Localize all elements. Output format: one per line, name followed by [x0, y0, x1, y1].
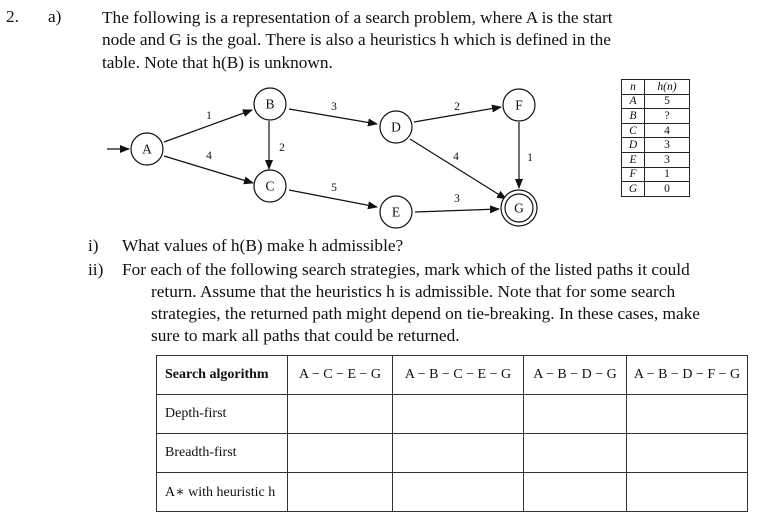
heuristic-node: F	[622, 167, 645, 182]
heuristic-node: B	[622, 109, 645, 124]
edge-cost-d-g: 4	[453, 151, 459, 163]
heuristic-node: D	[622, 138, 645, 153]
answer-cell[interactable]	[288, 395, 393, 434]
node-f-label: F	[515, 97, 523, 113]
algorithm-name: Breadth-first	[157, 434, 288, 473]
intro-line: table. Note that h(B) is unknown.	[102, 52, 333, 72]
strategy-header-algorithm: Search algorithm	[157, 356, 288, 395]
heuristic-node: A	[622, 94, 645, 109]
intro-line: The following is a representation of a search problem, where A is the start	[102, 8, 613, 27]
strategy-header-path: A − B − D − G	[524, 356, 627, 395]
algorithm-name: Depth-first	[157, 395, 288, 434]
answer-cell[interactable]	[288, 434, 393, 473]
subquestion-i-text: What values of h(B) make h admissible?	[122, 236, 404, 255]
intro-line: node and G is the goal. There is also a heuristics h which is defined in the	[102, 30, 611, 50]
part-label: a)	[48, 7, 62, 26]
heuristic-col-n: n	[622, 80, 645, 95]
edge-e-g	[415, 209, 499, 212]
heuristic-col-hn: h(n)	[645, 80, 690, 95]
heuristic-value: 3	[645, 138, 690, 153]
subquestion-ii-label: ii)	[88, 260, 104, 279]
answer-cell[interactable]	[524, 434, 627, 473]
node-a-label: A	[142, 141, 152, 157]
edge-cost-d-f: 2	[454, 101, 460, 113]
heuristic-node: E	[622, 152, 645, 167]
edge-cost-f-g: 1	[527, 152, 533, 164]
table-row	[622, 152, 690, 167]
heuristic-value: ?	[645, 109, 690, 124]
strategy-header-path: A − B − D − F − G	[627, 356, 748, 395]
table-row	[157, 434, 748, 473]
edge-cost-b-d: 3	[331, 101, 337, 113]
edge-cost-c-e: 5	[331, 182, 337, 194]
node-c-label: C	[265, 178, 275, 194]
table-row	[622, 123, 690, 138]
question-number: 2.	[6, 7, 19, 26]
subquestion-ii-line: return. Assume that the heuristics h is admissible. Note that for some search	[151, 282, 676, 301]
edge-cost-b-c: 2	[279, 142, 285, 154]
edge-d-g	[410, 139, 506, 199]
heuristic-node: C	[622, 123, 645, 138]
strategy-header-path: A − B − C − E − G	[393, 356, 524, 395]
strategy-table	[156, 355, 748, 512]
table-row	[622, 138, 690, 153]
subquestion-ii-line: sure to mark all paths that could be returned.	[151, 326, 460, 345]
strategy-header-row	[157, 356, 748, 395]
table-row	[622, 167, 690, 182]
table-row	[157, 473, 748, 512]
table-row	[622, 109, 690, 124]
heuristic-value: 1	[645, 167, 690, 182]
node-d-label: D	[391, 119, 401, 135]
answer-cell[interactable]	[627, 473, 748, 512]
heuristic-header-row	[622, 80, 690, 95]
heuristic-value: 4	[645, 123, 690, 138]
answer-cell[interactable]	[393, 395, 524, 434]
edge-cost-a-c: 4	[206, 150, 212, 162]
node-b-label: B	[265, 96, 275, 112]
node-e-label: E	[391, 204, 401, 220]
heuristic-table	[621, 79, 690, 197]
heuristic-value: 3	[645, 152, 690, 167]
answer-cell[interactable]	[627, 434, 748, 473]
answer-cell[interactable]	[524, 473, 627, 512]
edge-cost-e-g: 3	[454, 193, 460, 205]
heuristic-value: 5	[645, 94, 690, 109]
subquestion-ii-line: strategies, the returned path might depend on tie-breaking. In these cases, make	[151, 304, 700, 323]
node-g-label: G	[514, 200, 524, 216]
heuristic-node: G	[622, 182, 645, 197]
edge-cost-a-b: 1	[206, 110, 212, 122]
answer-cell[interactable]	[627, 395, 748, 434]
answer-cell[interactable]	[393, 434, 524, 473]
table-row	[157, 395, 748, 434]
answer-cell[interactable]	[524, 395, 627, 434]
subquestion-i-label: i)	[88, 236, 99, 255]
table-row	[622, 94, 690, 109]
answer-cell[interactable]	[393, 473, 524, 512]
algorithm-name: A∗ with heuristic h	[157, 473, 288, 512]
heuristic-value: 0	[645, 182, 690, 197]
subquestion-ii-line: For each of the following search strategies, mark which of the listed paths it could	[122, 260, 690, 279]
strategy-header-path: A − C − E − G	[288, 356, 393, 395]
answer-cell[interactable]	[288, 473, 393, 512]
table-row	[622, 182, 690, 197]
